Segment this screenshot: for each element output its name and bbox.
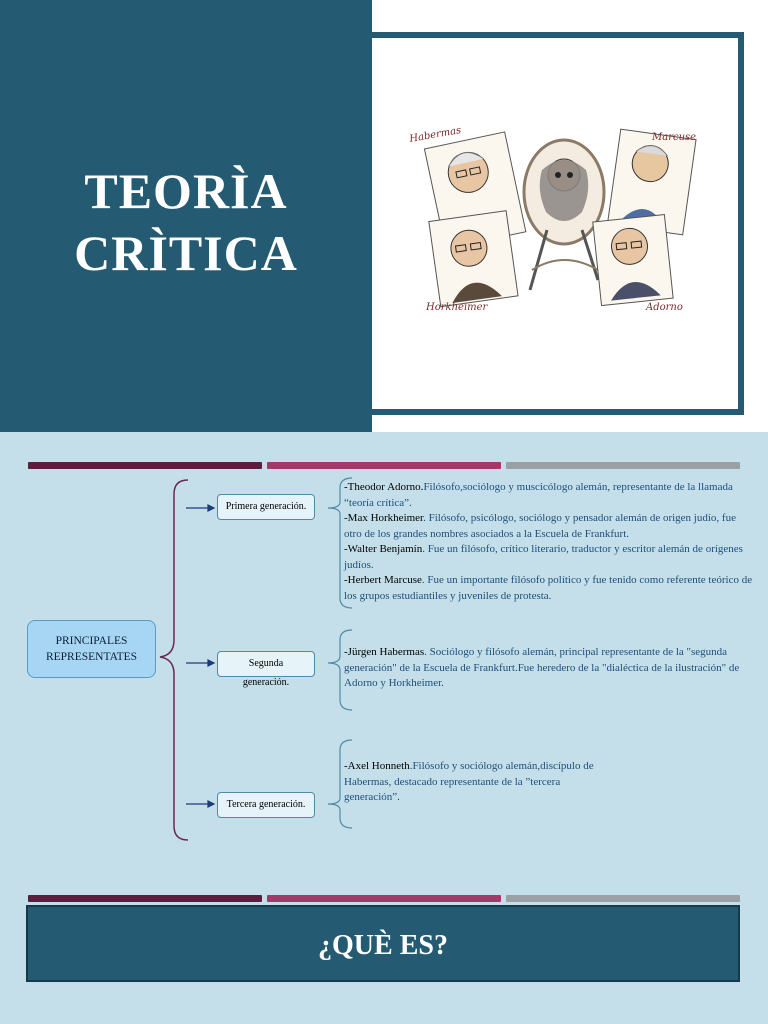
desc-marcuse-name: -Herbert Marcuse [344, 574, 422, 586]
cartoon-label-habermas: Habermas [408, 125, 463, 145]
divider-bar-gray [506, 895, 740, 902]
desc-honneth-text-3: generación”. [344, 791, 400, 803]
node-gen2-line-2: generación. [242, 677, 290, 688]
cartoon-label-adorno: Adorno [646, 302, 683, 313]
desc-adorno-name: -Theodor Adorno. [344, 481, 424, 493]
node-root-line-2: REPRESENTATES [45, 651, 138, 663]
desc-horkheimer-name: -Max Horkheimer [344, 512, 424, 524]
node-primera-generacion [217, 494, 315, 520]
node-principales-representantes [27, 620, 156, 678]
desc-benjamin-name: -Walter Benjamín [344, 543, 423, 555]
node-gen1-label: Primera generación. [225, 501, 307, 512]
title-line-2: CRÌTICA [74, 225, 298, 281]
que-es-banner [26, 905, 740, 982]
node-root-line-1: PRINCIPALES [55, 635, 128, 647]
desc-horkheimer-text: . Filósofo, psicólogo, sociólogo y pensador alemán de origen judío, fue otro de los grandes nombres asociados a la Escuela de Frankfurt. [344, 512, 736, 540]
desc-honneth-text-2: Habermas, destacado representante de la ”tercera [344, 775, 561, 788]
divider-bar-pink [267, 895, 501, 902]
title-line-1: TEORÌA [84, 163, 288, 219]
desc-honneth-name: -Axel Honneth [344, 760, 410, 772]
cartoon-label-horkheimer: Horkheimer [426, 302, 488, 313]
desc-habermas [344, 645, 744, 692]
desc-marcuse [344, 573, 756, 604]
desc-honneth [344, 759, 664, 775]
description-primera-generacion [344, 480, 756, 604]
desc-adorno [344, 480, 756, 511]
que-es-heading: ¿QUÈ ES? [318, 930, 448, 961]
divider-bars-bottom [28, 895, 740, 902]
description-segunda-generacion [344, 645, 744, 692]
desc-honneth-text-1: .Filósofo y sociólogo alemán,discípulo de [409, 760, 594, 772]
desc-habermas-name: -Jürgen Habermas [344, 646, 425, 658]
node-tercera-generacion [217, 792, 315, 818]
description-tercera-generacion [344, 759, 664, 806]
divider-bar-maroon [28, 895, 262, 902]
desc-habermas-text: . Sociólogo y filósofo alemán, principal representante de la "segunda generación" de la Escuela de Frankfurt.Fue heredero de la "dialéctica de la ilustración" de Adorno y Horkheimer. [344, 646, 740, 689]
desc-horkheimer [344, 511, 756, 542]
desc-adorno-text: Filósofo,sociólogo y muscicólogo alemán, representante de la llamada “teoría crítica”. [344, 481, 733, 509]
cartoon-label-marcuse: Marcuse [652, 132, 697, 143]
desc-benjamin-text: . Fue un filósofo, crítico literario, traductor y escritor alemán de orígenes judíos. [344, 543, 743, 571]
node-gen2-line-1: Segunda [248, 658, 284, 669]
node-gen3-label: Tercera generación. [226, 799, 306, 810]
desc-benjamin [344, 542, 756, 573]
node-segunda-generacion [217, 651, 315, 677]
desc-marcuse-text: . Fue un importante filósofo político y fue tenido como referente teórico de los grupos estudiantiles y juveniles de protesta. [344, 574, 753, 602]
